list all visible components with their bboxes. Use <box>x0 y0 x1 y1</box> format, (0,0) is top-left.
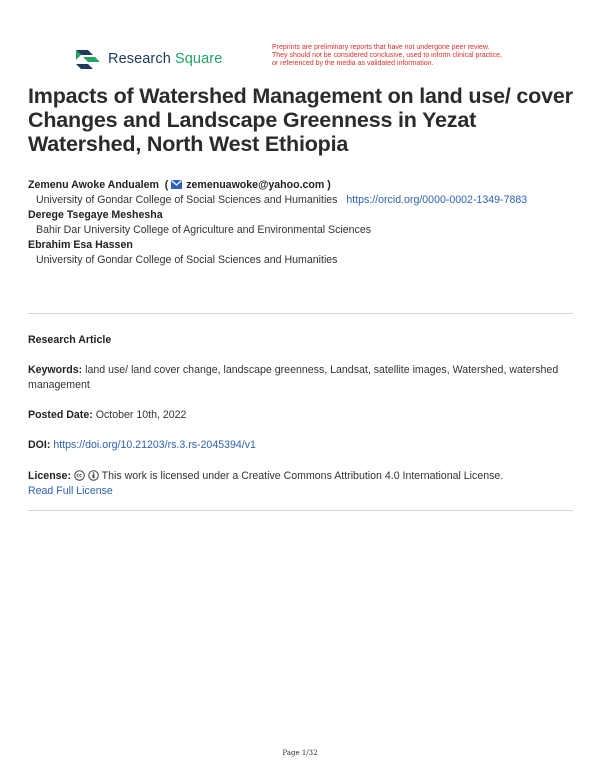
disclaimer-line: or referenced by the media as validated information. <box>272 60 434 67</box>
posted-date <box>28 408 576 423</box>
author-affiliation: University of Gondar College of Social Sciences and Humanities <box>36 254 338 266</box>
header <box>74 44 544 80</box>
keywords-value: land use/ land cover change, landscape greenness, Landsat, satellite images, Watershed, watershed management <box>28 364 559 391</box>
section-divider <box>28 313 573 314</box>
creative-commons-icon <box>74 470 85 481</box>
author-email-link[interactable]: zemenuawoke@yahoo.com <box>186 179 325 191</box>
doi-label: DOI: <box>28 439 51 451</box>
affiliation-text: University of Gondar College of Social Sciences and Humanities <box>36 194 338 206</box>
doi <box>28 438 576 453</box>
research-square-logo[interactable] <box>74 47 222 71</box>
page-number: Page 1/32 <box>282 749 318 757</box>
author-name: Ebrahim Esa Hassen <box>28 239 133 251</box>
read-full-license-link[interactable]: Read Full License <box>28 485 113 497</box>
author-entry <box>28 178 576 208</box>
preprint-disclaimer <box>272 44 542 68</box>
doi-link[interactable]: https://doi.org/10.21203/rs.3.rs-2045394/v1 <box>53 439 256 451</box>
posted-date-value: October 10th, 2022 <box>95 409 187 421</box>
paper-title: Impacts of Watershed Management on land use/ cover Changes and Landscape Greenness in Yezat Watershed, North West Ethiopia <box>28 84 573 156</box>
author-name: Derege Tsegaye Meshesha <box>28 209 163 221</box>
brand-square: Square <box>175 51 223 67</box>
brand-research: Research <box>108 51 171 67</box>
license <box>28 469 576 499</box>
author-entry <box>28 238 576 268</box>
license-text: This work is licensed under a Creative Commons Attribution 4.0 International License. <box>101 470 504 482</box>
author-list <box>28 178 576 268</box>
license-label: License: <box>28 470 71 482</box>
email-close-paren: ) <box>327 179 331 191</box>
author-affiliation: Bahir Dar University College of Agriculture and Environmental Sciences <box>36 224 372 236</box>
research-square-logo-icon <box>74 47 102 71</box>
email-icon <box>171 180 182 189</box>
posted-date-label: Posted Date: <box>28 409 93 421</box>
orcid-link[interactable]: https://orcid.org/0000-0002-1349-7883 <box>346 194 528 206</box>
disclaimer-line: Preprints are preliminary reports that have not undergone peer review. <box>272 44 490 51</box>
section-divider <box>28 510 573 511</box>
disclaimer-line: They should not be considered conclusive, used to inform clinical practice, <box>272 52 502 59</box>
author-name: Zemenu Awoke Andualem <box>28 179 159 191</box>
keywords-label: Keywords: <box>28 364 83 376</box>
attribution-icon <box>88 470 99 481</box>
email-open-paren: ( <box>161 179 169 191</box>
article-type: Research Article <box>28 334 112 346</box>
keywords <box>28 363 576 393</box>
author-affiliation <box>28 193 576 208</box>
author-entry <box>28 208 576 238</box>
brand-name <box>108 51 222 67</box>
